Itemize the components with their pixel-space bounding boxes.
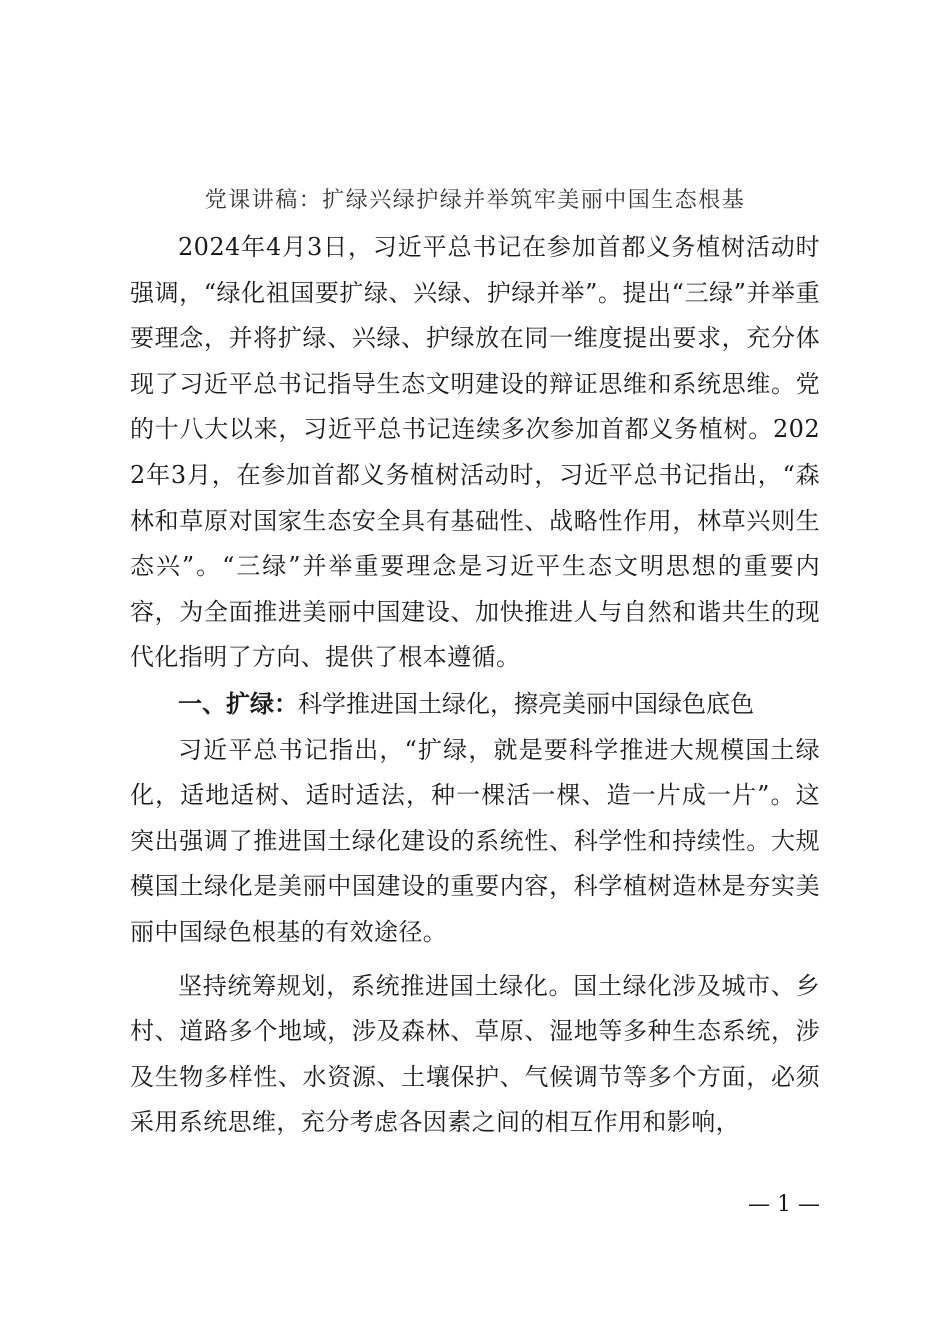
intro-paragraph: 2024年4月3日，习近平总书记在参加首都义务植树活动时强调，“绿化祖国要扩绿、兴绿、护绿并举”。提出“三绿”并举重要理念，并将扩绿、兴绿、护绿放在同一维度提出要求，充分体现了习近平总书记指导生态文明建设的辩证思维和系统思维。党的十八大以来，习近平总书记连续多次参加首都义务植树。2022年3月，在参加首都义务植树活动时，习近平总书记指出，“森林和草原对国家生态安全具有基础性、战略性作用，林草兴则生态兴”。“三绿”并举重要理念是习近平生态文明思想的重要内容，为全面推进美丽中国建设、加快推进人与自然和谐共生的现代化指明了方向、提供了根本遵循。 [130, 233, 820, 672]
section-paragraph: 坚持统筹规划，系统推进国土绿化。国土绿化涉及城市、乡村、道路多个地域，涉及森林、草原、湿地等多种生态系统，涉及生物多样性、水资源、土壤保护、气候调节等多个方面，必须采用系统思维，充分考虑各因素之间的相互作用和影响， [130, 971, 820, 1137]
document-title: 党课讲稿：扩绿兴绿护绿并举筑牢美丽中国生态根基 [204, 188, 746, 213]
page-number: — 1 — [748, 1192, 820, 1217]
document-body [130, 225, 820, 1146]
section-heading-text: 科学推进国土绿化，擦亮美丽中国绿色底色 [298, 689, 754, 718]
section-heading [130, 681, 820, 728]
section-heading-number: 一、扩绿： [178, 688, 298, 718]
section-paragraph: 习近平总书记指出，“扩绿，就是要科学推进大规模国土绿化，适地适树、适时适法，种一棵活一棵、造一片成一片”。这突出强调了推进国土绿化建设的系统性、科学性和持续性。大规模国土绿化是美丽中国建设的重要内容，科学植树造林是夯实美丽中国绿色根基的有效途径。 [130, 735, 820, 946]
